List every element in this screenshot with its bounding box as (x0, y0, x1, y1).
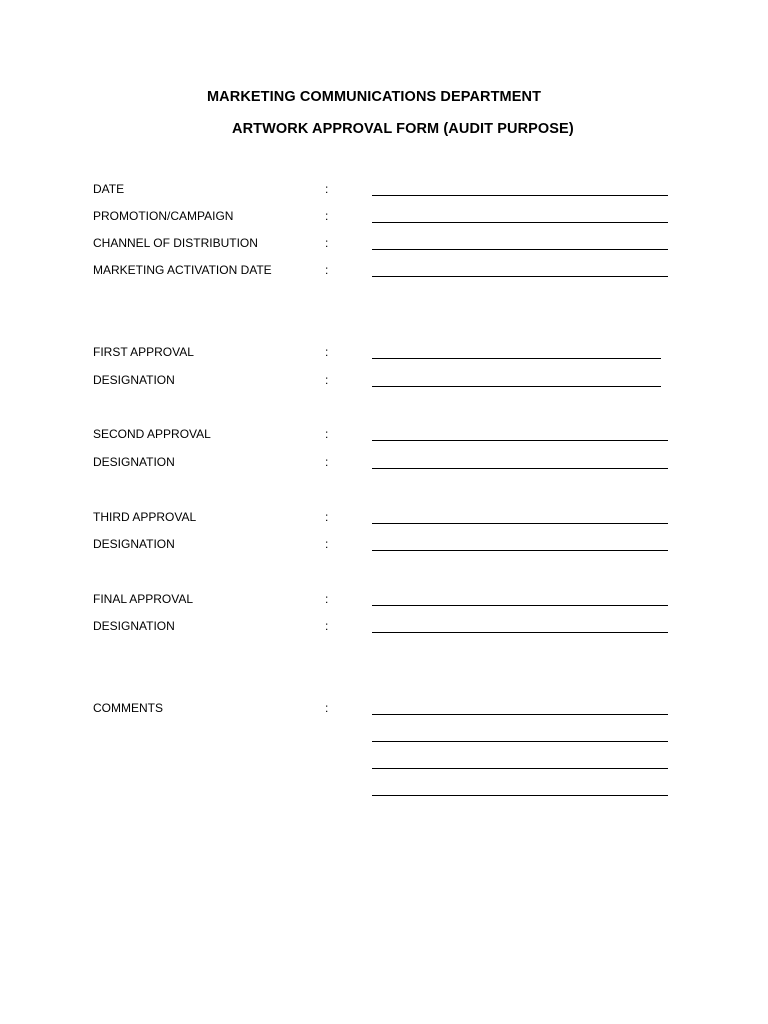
third-designation-blank-line[interactable] (372, 550, 668, 551)
comments-blank-line-1[interactable] (372, 714, 668, 715)
separator-colon: : (325, 263, 329, 277)
first-approval-row (0, 344, 768, 364)
final-designation-blank-line[interactable] (372, 632, 668, 633)
second-approval-row (0, 426, 768, 446)
promotion-campaign-blank-line[interactable] (372, 222, 668, 223)
separator-colon: : (325, 537, 329, 551)
channel-of-distribution-blank-line[interactable] (372, 249, 668, 250)
date-label: DATE (93, 182, 125, 196)
marketing-activation-date-label: MARKETING ACTIVATION DATE (93, 263, 272, 277)
second-approval-label: SECOND APPROVAL (93, 427, 211, 441)
comments-blank-line-2[interactable] (372, 741, 668, 742)
separator-colon: : (325, 373, 329, 387)
promotion-campaign-row (0, 208, 768, 228)
second-designation-row (0, 454, 768, 474)
date-blank-line[interactable] (372, 195, 668, 196)
separator-colon: : (325, 427, 329, 441)
comments-blank-line-4[interactable] (372, 795, 668, 796)
separator-colon: : (325, 619, 329, 633)
second-approval-blank-line[interactable] (372, 440, 668, 441)
promotion-campaign-label: PROMOTION/CAMPAIGN (93, 209, 234, 223)
separator-colon: : (325, 701, 329, 715)
first-designation-label: DESIGNATION (93, 373, 175, 387)
separator-colon: : (325, 592, 329, 606)
date-row (0, 181, 768, 201)
form-title: MARKETING COMMUNICATIONS DEPARTMENT (207, 89, 542, 105)
third-approval-row (0, 509, 768, 529)
second-designation-blank-line[interactable] (372, 468, 668, 469)
separator-colon: : (325, 182, 329, 196)
first-designation-blank-line[interactable] (372, 386, 661, 387)
channel-of-distribution-label: CHANNEL OF DISTRIBUTION (93, 236, 258, 250)
separator-colon: : (325, 455, 329, 469)
comments-label: COMMENTS (93, 701, 163, 715)
third-designation-label: DESIGNATION (93, 537, 175, 551)
first-designation-row (0, 372, 768, 392)
separator-colon: : (325, 209, 329, 223)
final-approval-label: FINAL APPROVAL (93, 592, 194, 606)
final-designation-row (0, 618, 768, 638)
third-approval-blank-line[interactable] (372, 523, 668, 524)
marketing-activation-date-row (0, 262, 768, 282)
first-approval-label: FIRST APPROVAL (93, 345, 194, 359)
final-approval-row (0, 591, 768, 611)
comments-row (0, 700, 768, 720)
separator-colon: : (325, 345, 329, 359)
separator-colon: : (325, 510, 329, 524)
channel-of-distribution-row (0, 235, 768, 255)
third-approval-label: THIRD APPROVAL (93, 510, 197, 524)
second-designation-label: DESIGNATION (93, 455, 175, 469)
separator-colon: : (325, 236, 329, 250)
form-subtitle: ARTWORK APPROVAL FORM (AUDIT PURPOSE) (232, 121, 574, 137)
final-designation-label: DESIGNATION (93, 619, 175, 633)
comments-blank-line-3[interactable] (372, 768, 668, 769)
marketing-activation-date-blank-line[interactable] (372, 276, 668, 277)
first-approval-blank-line[interactable] (372, 358, 661, 359)
third-designation-row (0, 536, 768, 556)
final-approval-blank-line[interactable] (372, 605, 668, 606)
